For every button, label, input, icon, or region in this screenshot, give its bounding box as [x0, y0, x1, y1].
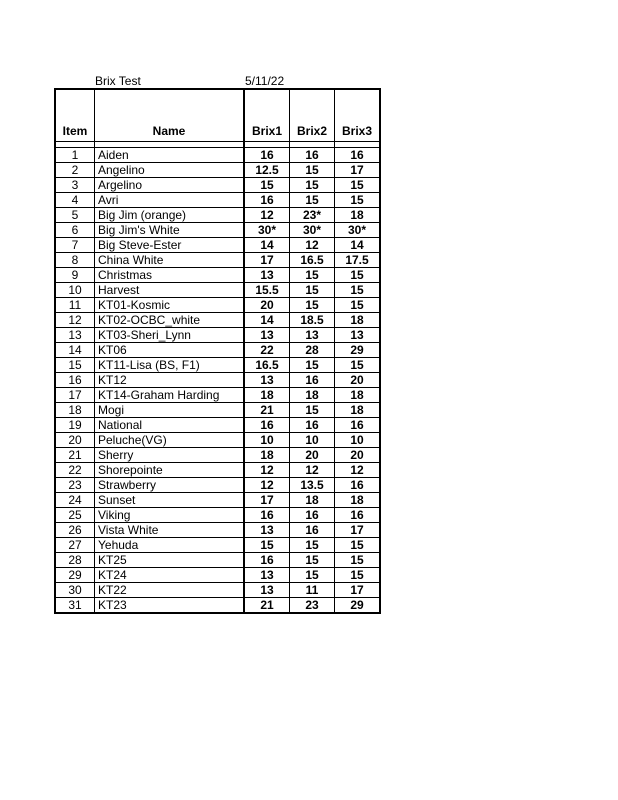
table-row [55, 418, 380, 433]
brix1-cell: 18 [244, 448, 290, 463]
table-row [55, 223, 380, 238]
brix1-cell: 14 [244, 313, 290, 328]
item-cell: 10 [55, 283, 95, 298]
table-row [55, 163, 380, 178]
brix2-cell: 16 [290, 148, 335, 163]
brix3-cell: 15 [335, 298, 381, 313]
brix2-cell: 15 [290, 268, 335, 283]
brix1-cell: 18 [244, 388, 290, 403]
brix3-cell: 29 [335, 343, 381, 358]
item-cell: 12 [55, 313, 95, 328]
document-title: Brix Test [95, 74, 141, 88]
brix2-cell: 18 [290, 493, 335, 508]
brix2-cell: 16 [290, 373, 335, 388]
brix1-cell: 13 [244, 583, 290, 598]
brix1-cell: 16 [244, 193, 290, 208]
item-cell: 28 [55, 553, 95, 568]
name-cell: Big Steve-Ester [95, 238, 245, 253]
table-row [55, 478, 380, 493]
brix1-cell: 15 [244, 538, 290, 553]
brix1-cell: 16 [244, 508, 290, 523]
table-row [55, 268, 380, 283]
brix2-cell: 15 [290, 358, 335, 373]
table-row [55, 298, 380, 313]
brix-table [54, 88, 381, 614]
name-cell: Big Jim (orange) [95, 208, 245, 223]
table-row [55, 583, 380, 598]
brix1-cell: 14 [244, 238, 290, 253]
brix1-cell: 21 [244, 403, 290, 418]
table-row [55, 208, 380, 223]
brix2-cell: 10 [290, 433, 335, 448]
item-cell: 14 [55, 343, 95, 358]
brix2-cell: 15 [290, 193, 335, 208]
brix2-cell: 30* [290, 223, 335, 238]
item-cell: 24 [55, 493, 95, 508]
brix3-cell: 20 [335, 448, 381, 463]
table-row [55, 598, 380, 614]
table-row [55, 493, 380, 508]
name-cell: KT03-Sheri_Lynn [95, 328, 245, 343]
column-header-brix1: Brix1 [244, 89, 290, 142]
name-cell: Yehuda [95, 538, 245, 553]
table-row [55, 463, 380, 478]
item-cell: 15 [55, 358, 95, 373]
name-cell: China White [95, 253, 245, 268]
table-row [55, 523, 380, 538]
table-row [55, 433, 380, 448]
table-row [55, 568, 380, 583]
name-cell: National [95, 418, 245, 433]
table-row [55, 553, 380, 568]
item-cell: 16 [55, 373, 95, 388]
name-cell: KT22 [95, 583, 245, 598]
brix1-cell: 10 [244, 433, 290, 448]
brix3-cell: 18 [335, 313, 381, 328]
brix2-cell: 18.5 [290, 313, 335, 328]
brix2-cell: 18 [290, 388, 335, 403]
name-cell: KT14-Graham Harding [95, 388, 245, 403]
item-cell: 7 [55, 238, 95, 253]
table-row [55, 448, 380, 463]
column-header-brix2: Brix2 [290, 89, 335, 142]
brix2-cell: 16 [290, 508, 335, 523]
brix2-cell: 15 [290, 403, 335, 418]
brix3-cell: 16 [335, 418, 381, 433]
brix2-cell: 15 [290, 298, 335, 313]
brix1-cell: 16 [244, 553, 290, 568]
document-date: 5/11/22 [245, 74, 285, 88]
item-cell: 3 [55, 178, 95, 193]
table-row [55, 403, 380, 418]
table-row [55, 148, 380, 163]
brix3-cell: 18 [335, 388, 381, 403]
name-cell: KT12 [95, 373, 245, 388]
name-cell: Mogi [95, 403, 245, 418]
item-cell: 20 [55, 433, 95, 448]
item-cell: 27 [55, 538, 95, 553]
brix3-cell: 14 [335, 238, 381, 253]
brix3-cell: 17 [335, 163, 381, 178]
table-row [55, 193, 380, 208]
brix1-cell: 30* [244, 223, 290, 238]
name-cell: Aiden [95, 148, 245, 163]
table-row [55, 328, 380, 343]
item-cell: 17 [55, 388, 95, 403]
name-cell: KT23 [95, 598, 245, 614]
table-row [55, 358, 380, 373]
brix1-cell: 13 [244, 268, 290, 283]
name-cell: Peluche(VG) [95, 433, 245, 448]
name-cell: KT25 [95, 553, 245, 568]
brix2-cell: 23 [290, 598, 335, 614]
brix2-cell: 13.5 [290, 478, 335, 493]
item-cell: 21 [55, 448, 95, 463]
brix2-cell: 15 [290, 538, 335, 553]
item-cell: 2 [55, 163, 95, 178]
name-cell: Vista White [95, 523, 245, 538]
item-cell: 1 [55, 148, 95, 163]
brix2-cell: 28 [290, 343, 335, 358]
table-row [55, 373, 380, 388]
brix1-cell: 12 [244, 208, 290, 223]
item-cell: 6 [55, 223, 95, 238]
brix3-cell: 17.5 [335, 253, 381, 268]
brix3-cell: 17 [335, 583, 381, 598]
brix1-cell: 17 [244, 493, 290, 508]
item-cell: 19 [55, 418, 95, 433]
brix3-cell: 15 [335, 178, 381, 193]
brix1-cell: 12 [244, 478, 290, 493]
table-row [55, 178, 380, 193]
column-header-item: Item [55, 89, 95, 142]
item-cell: 30 [55, 583, 95, 598]
brix1-cell: 15 [244, 178, 290, 193]
brix3-cell: 15 [335, 568, 381, 583]
brix1-cell: 12 [244, 463, 290, 478]
brix2-cell: 13 [290, 328, 335, 343]
brix3-cell: 16 [335, 508, 381, 523]
brix2-cell: 12 [290, 463, 335, 478]
table-row [55, 238, 380, 253]
brix3-cell: 13 [335, 328, 381, 343]
brix1-cell: 12.5 [244, 163, 290, 178]
brix3-cell: 30* [335, 223, 381, 238]
brix1-cell: 15.5 [244, 283, 290, 298]
table-row [55, 253, 380, 268]
brix2-cell: 15 [290, 163, 335, 178]
item-cell: 13 [55, 328, 95, 343]
name-cell: Shorepointe [95, 463, 245, 478]
name-cell: Sherry [95, 448, 245, 463]
name-cell: KT24 [95, 568, 245, 583]
table-body [55, 148, 380, 614]
item-cell: 26 [55, 523, 95, 538]
table-row [55, 538, 380, 553]
name-cell: Viking [95, 508, 245, 523]
brix2-cell: 16 [290, 523, 335, 538]
brix3-cell: 20 [335, 373, 381, 388]
brix1-cell: 13 [244, 328, 290, 343]
brix2-cell: 12 [290, 238, 335, 253]
name-cell: Harvest [95, 283, 245, 298]
table-row [55, 313, 380, 328]
column-header-name: Name [95, 89, 245, 142]
name-cell: Christmas [95, 268, 245, 283]
name-cell: Argelino [95, 178, 245, 193]
brix3-cell: 29 [335, 598, 381, 614]
name-cell: KT01-Kosmic [95, 298, 245, 313]
item-cell: 29 [55, 568, 95, 583]
brix2-cell: 11 [290, 583, 335, 598]
brix2-cell: 20 [290, 448, 335, 463]
brix3-cell: 10 [335, 433, 381, 448]
brix3-cell: 15 [335, 538, 381, 553]
brix1-cell: 21 [244, 598, 290, 614]
brix3-cell: 18 [335, 493, 381, 508]
brix1-cell: 16.5 [244, 358, 290, 373]
table-row [55, 283, 380, 298]
brix1-cell: 13 [244, 373, 290, 388]
table-row [55, 508, 380, 523]
item-cell: 23 [55, 478, 95, 493]
name-cell: Avri [95, 193, 245, 208]
brix1-cell: 13 [244, 523, 290, 538]
brix1-cell: 13 [244, 568, 290, 583]
item-cell: 31 [55, 598, 95, 614]
name-cell: KT06 [95, 343, 245, 358]
item-cell: 8 [55, 253, 95, 268]
brix3-cell: 15 [335, 268, 381, 283]
item-cell: 18 [55, 403, 95, 418]
name-cell: Angelino [95, 163, 245, 178]
column-header-brix3: Brix3 [335, 89, 381, 142]
brix2-cell: 15 [290, 178, 335, 193]
header-row [55, 89, 380, 142]
brix2-cell: 15 [290, 553, 335, 568]
name-cell: Sunset [95, 493, 245, 508]
table-row [55, 343, 380, 358]
name-cell: Big Jim's White [95, 223, 245, 238]
brix1-cell: 17 [244, 253, 290, 268]
item-cell: 9 [55, 268, 95, 283]
brix1-cell: 16 [244, 418, 290, 433]
brix3-cell: 12 [335, 463, 381, 478]
name-cell: KT02-OCBC_white [95, 313, 245, 328]
name-cell: KT11-Lisa (BS, F1) [95, 358, 245, 373]
brix3-cell: 18 [335, 208, 381, 223]
brix1-cell: 22 [244, 343, 290, 358]
table-row [55, 388, 380, 403]
brix3-cell: 15 [335, 283, 381, 298]
brix2-cell: 16 [290, 418, 335, 433]
item-cell: 22 [55, 463, 95, 478]
brix3-cell: 16 [335, 148, 381, 163]
item-cell: 4 [55, 193, 95, 208]
item-cell: 25 [55, 508, 95, 523]
brix3-cell: 15 [335, 553, 381, 568]
brix2-cell: 15 [290, 568, 335, 583]
item-cell: 5 [55, 208, 95, 223]
brix2-cell: 15 [290, 283, 335, 298]
brix3-cell: 15 [335, 358, 381, 373]
brix2-cell: 23* [290, 208, 335, 223]
brix1-cell: 20 [244, 298, 290, 313]
brix2-cell: 16.5 [290, 253, 335, 268]
brix3-cell: 16 [335, 478, 381, 493]
name-cell: Strawberry [95, 478, 245, 493]
brix1-cell: 16 [244, 148, 290, 163]
brix3-cell: 17 [335, 523, 381, 538]
item-cell: 11 [55, 298, 95, 313]
brix3-cell: 15 [335, 193, 381, 208]
brix3-cell: 18 [335, 403, 381, 418]
